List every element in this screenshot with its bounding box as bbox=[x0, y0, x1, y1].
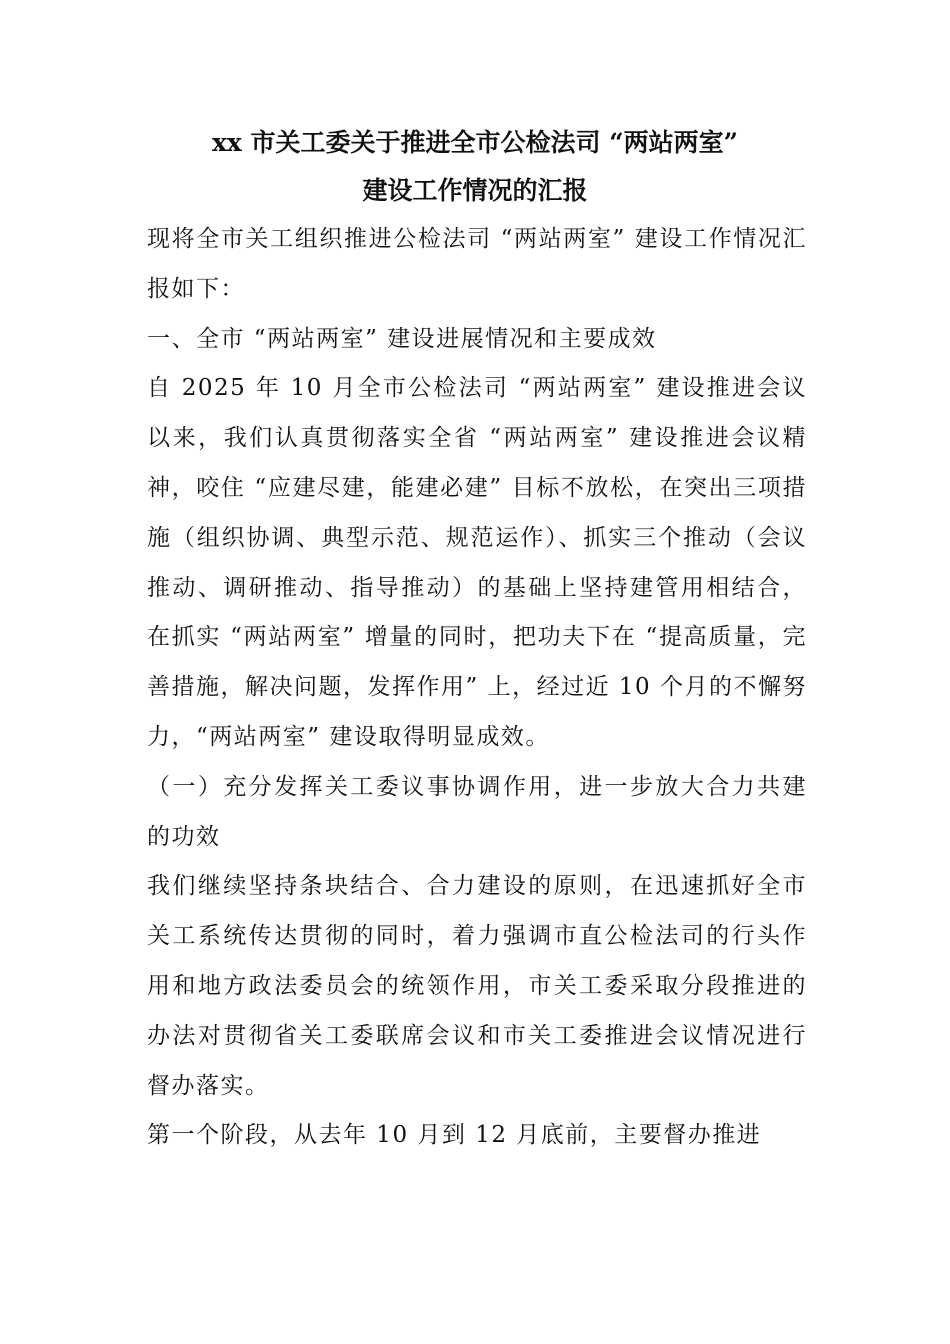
heading-section-1: 一、全市 “两站两室” 建设进展情况和主要成效 bbox=[147, 325, 657, 352]
paragraph-coordination: 我们继续坚持条块结合、合力建设的原则，在迅速抓好全市关工系统传达贯彻的同时，着力强调市直公检法司的行头作用和地方政法委员会的统领作用，市关工委采取分段推进的办法对贯彻省关工委联席会议和市关工委推进会议情况进行督办落实。 bbox=[147, 873, 807, 1099]
heading-subsection-1: （一）充分发挥关工委议事协调作用，进一步放大合力共建的功效 bbox=[147, 773, 807, 850]
document-title-line-1: xx 市关工委关于推进全市公检法司 “两站两室” bbox=[212, 128, 738, 157]
document-title-line-2: 建设工作情况的汇报 bbox=[362, 176, 588, 205]
paragraph-intro: 现将全市关工组织推进公检法司 “两站两室” 建设工作情况汇报如下： bbox=[147, 226, 807, 302]
paragraph-progress: 自 2025 年 10 月全市公检法司 “两站两室” 建设推进会议以来，我们认真贯彻落实全省 “两站两室” 建设推进会议精神，咬住 “应建尽建，能建必建” 目标不放松，在突出三项措施（组织协调、典型示范、规范运作）、抓实三个推动（会议推动、调研推动、指导推动）的基础上坚持建管用相结合，在抓实 “两站两室” 增量的同时，把功夫下在 “提高质量，完善措施，解决问题，发挥作用” 上，经过近 10 个月的不懈努力，“两站两室” 建设取得明显成效。 bbox=[147, 375, 807, 750]
document-body bbox=[147, 215, 807, 1161]
paragraph-stage-1: 第一个阶段，从去年 10 月到 12 月底前，主要督办推进 bbox=[147, 1122, 762, 1149]
